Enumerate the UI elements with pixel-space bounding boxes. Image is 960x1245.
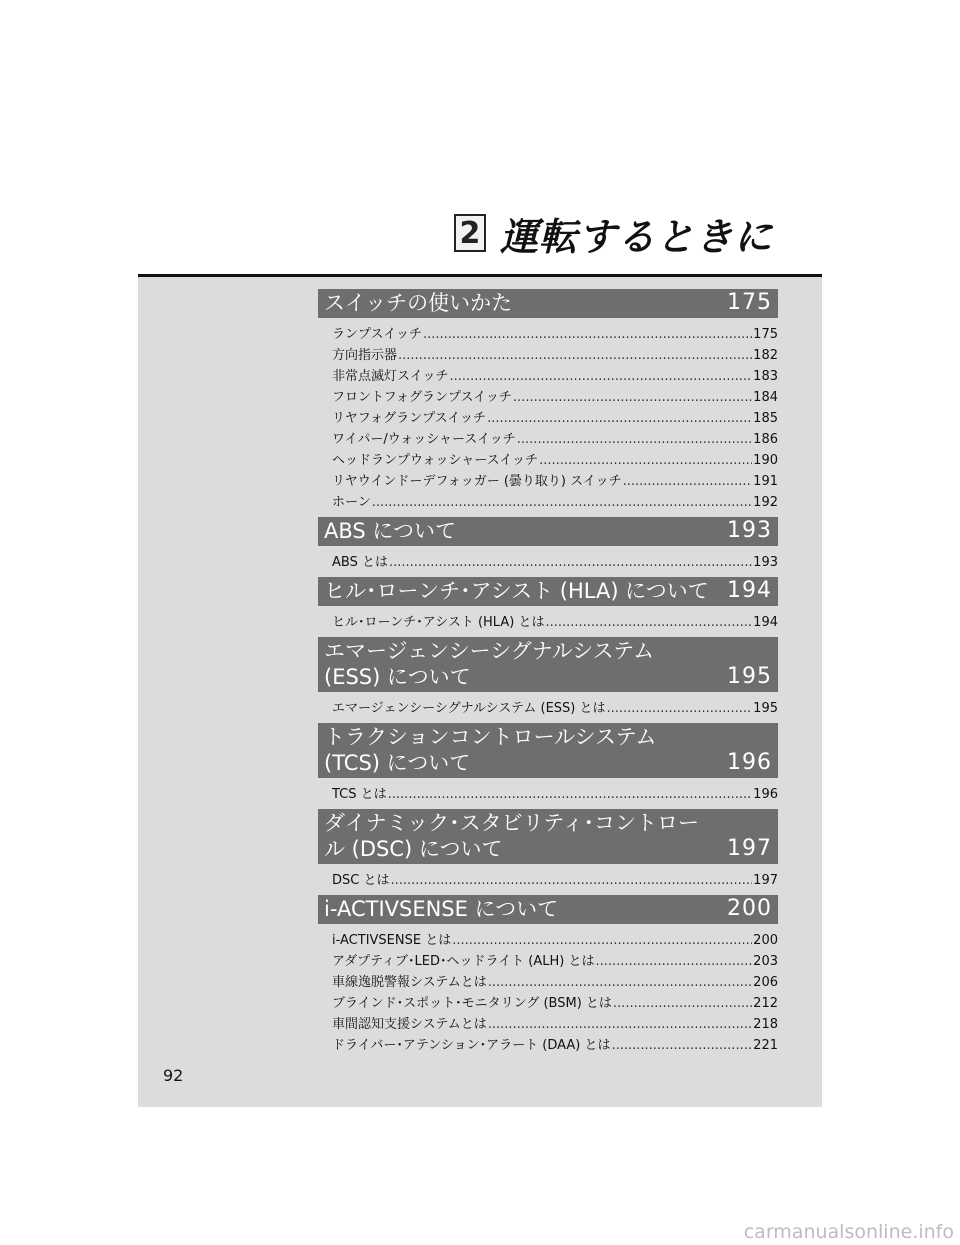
entry-title: ランプスイッチ	[332, 327, 422, 342]
section-page: 200	[727, 896, 772, 921]
entry-title: アダプティブ･LED･ヘッドライト (ALH) とは	[332, 954, 595, 969]
page-number: 92	[163, 1066, 184, 1085]
toc-entry[interactable]	[318, 324, 778, 345]
toc-entry[interactable]	[318, 612, 778, 633]
toc-section	[318, 895, 778, 1056]
section-title: i-ACTIVSENSE について	[324, 897, 559, 921]
toc-section	[318, 289, 778, 513]
toc-entry[interactable]	[318, 870, 778, 891]
entry-title: ドライバー･アテンション･アラート (DAA) とは	[332, 1038, 611, 1053]
toc-entry[interactable]	[318, 408, 778, 429]
entry-page: 185	[753, 411, 778, 426]
dot-leader	[372, 492, 752, 513]
entry-page: 212	[753, 996, 778, 1011]
entry-title: ブラインド･スポット･モニタリング (BSM) とは	[332, 996, 612, 1011]
section-heading[interactable]	[318, 723, 778, 778]
section-heading[interactable]	[318, 517, 778, 546]
toc-entry[interactable]	[318, 429, 778, 450]
dot-leader	[398, 345, 752, 366]
section-page: 196	[727, 750, 772, 775]
dot-leader	[623, 471, 753, 492]
entry-page: 186	[753, 432, 778, 447]
entry-title: 車間認知支援システムとは	[332, 1017, 487, 1032]
dot-leader	[449, 366, 752, 387]
watermark: carmanualsonline.info	[743, 1221, 954, 1243]
toc-entry[interactable]	[318, 552, 778, 573]
toc-entry[interactable]	[318, 345, 778, 366]
section-title: ヒル･ローンチ･アシスト (HLA) について	[324, 579, 709, 603]
section-heading[interactable]	[318, 809, 778, 864]
entry-title: 非常点滅灯スイッチ	[332, 369, 449, 384]
entry-page: 206	[753, 975, 778, 990]
entry-page: 203	[753, 954, 778, 969]
toc-section	[318, 577, 778, 633]
entry-page: 200	[753, 933, 778, 948]
toc-entry[interactable]	[318, 930, 778, 951]
section-heading[interactable]	[318, 895, 778, 924]
entry-page: 192	[753, 495, 778, 510]
dot-leader	[545, 612, 752, 633]
section-heading[interactable]	[318, 577, 778, 606]
entry-page: 184	[753, 390, 778, 405]
toc-entry[interactable]	[318, 1014, 778, 1035]
table-of-contents	[318, 289, 778, 1060]
entry-page: 195	[753, 701, 778, 716]
section-page: 194	[727, 578, 772, 603]
toc-entry[interactable]	[318, 492, 778, 513]
dot-leader	[613, 993, 752, 1014]
dot-leader	[607, 698, 753, 719]
dot-leader	[487, 408, 752, 429]
toc-entry[interactable]	[318, 698, 778, 719]
entry-page: 191	[753, 474, 778, 489]
toc-entry[interactable]	[318, 471, 778, 492]
chapter-heading	[454, 208, 773, 258]
toc-entry[interactable]	[318, 450, 778, 471]
entry-title: フロントフォグランプスイッチ	[332, 390, 512, 405]
entry-title: 車線逸脱警報システムとは	[332, 975, 487, 990]
entry-title: リヤウインドーデフォッガー (曇り取り) スイッチ	[332, 474, 622, 489]
toc-entry[interactable]	[318, 784, 778, 805]
entry-page: 221	[753, 1038, 778, 1053]
entry-page: 196	[753, 787, 778, 802]
toc-entry[interactable]	[318, 993, 778, 1014]
entry-title: ヘッドランプウォッシャースイッチ	[332, 453, 539, 468]
entry-title: ヒル･ローンチ･アシスト (HLA) とは	[332, 615, 545, 630]
entry-page: 190	[753, 453, 778, 468]
toc-entry[interactable]	[318, 387, 778, 408]
entry-title: リヤフォグランプスイッチ	[332, 411, 487, 426]
toc-entry[interactable]	[318, 972, 778, 993]
chapter-title: 運転するときに	[499, 214, 773, 259]
entry-page: 197	[753, 873, 778, 888]
entry-title: 方向指示器	[332, 348, 398, 363]
section-title: トラクションコントロールシステム (TCS) について	[324, 725, 657, 775]
entry-title: DSC とは	[332, 873, 390, 888]
section-page: 195	[727, 664, 772, 689]
section-heading[interactable]	[318, 289, 778, 318]
entry-page: 175	[753, 327, 778, 342]
entry-title: TCS とは	[332, 787, 387, 802]
toc-entry[interactable]	[318, 366, 778, 387]
entry-title: ホーン	[332, 495, 371, 510]
dot-leader	[539, 450, 752, 471]
entry-page: 218	[753, 1017, 778, 1032]
entry-title: ABS とは	[332, 555, 388, 570]
entry-page: 182	[753, 348, 778, 363]
section-page: 175	[727, 290, 772, 315]
toc-section	[318, 809, 778, 891]
toc-section	[318, 637, 778, 719]
section-title: エマージェンシーシグナルシステム (ESS) について	[324, 639, 655, 689]
entry-title: ワイパー/ウォッシャースイッチ	[332, 432, 516, 447]
section-page: 197	[727, 836, 772, 861]
entry-page: 183	[753, 369, 778, 384]
section-title: ダイナミック･スタビリティ･コントロール (DSC) について	[324, 811, 700, 861]
entry-title: i-ACTIVSENSE とは	[332, 933, 452, 948]
dot-leader	[488, 972, 752, 993]
entry-page: 193	[753, 555, 778, 570]
dot-leader	[389, 552, 752, 573]
entry-page: 194	[753, 615, 778, 630]
dot-leader	[423, 324, 752, 345]
dot-leader	[452, 930, 752, 951]
toc-section	[318, 723, 778, 805]
entry-title: エマージェンシーシグナルシステム (ESS) とは	[332, 701, 606, 716]
section-heading[interactable]	[318, 637, 778, 692]
section-title: スイッチの使いかた	[324, 291, 513, 315]
dot-leader	[517, 429, 752, 450]
toc-entry[interactable]	[318, 1035, 778, 1056]
dot-leader	[488, 1014, 752, 1035]
dot-leader	[388, 784, 753, 805]
toc-entry[interactable]	[318, 951, 778, 972]
dot-leader	[390, 870, 752, 891]
toc-section	[318, 517, 778, 573]
dot-leader	[513, 387, 752, 408]
chapter-number: 2	[454, 214, 486, 252]
section-title: ABS について	[324, 519, 456, 543]
dot-leader	[611, 1035, 752, 1056]
dot-leader	[595, 951, 752, 972]
section-page: 193	[727, 518, 772, 543]
